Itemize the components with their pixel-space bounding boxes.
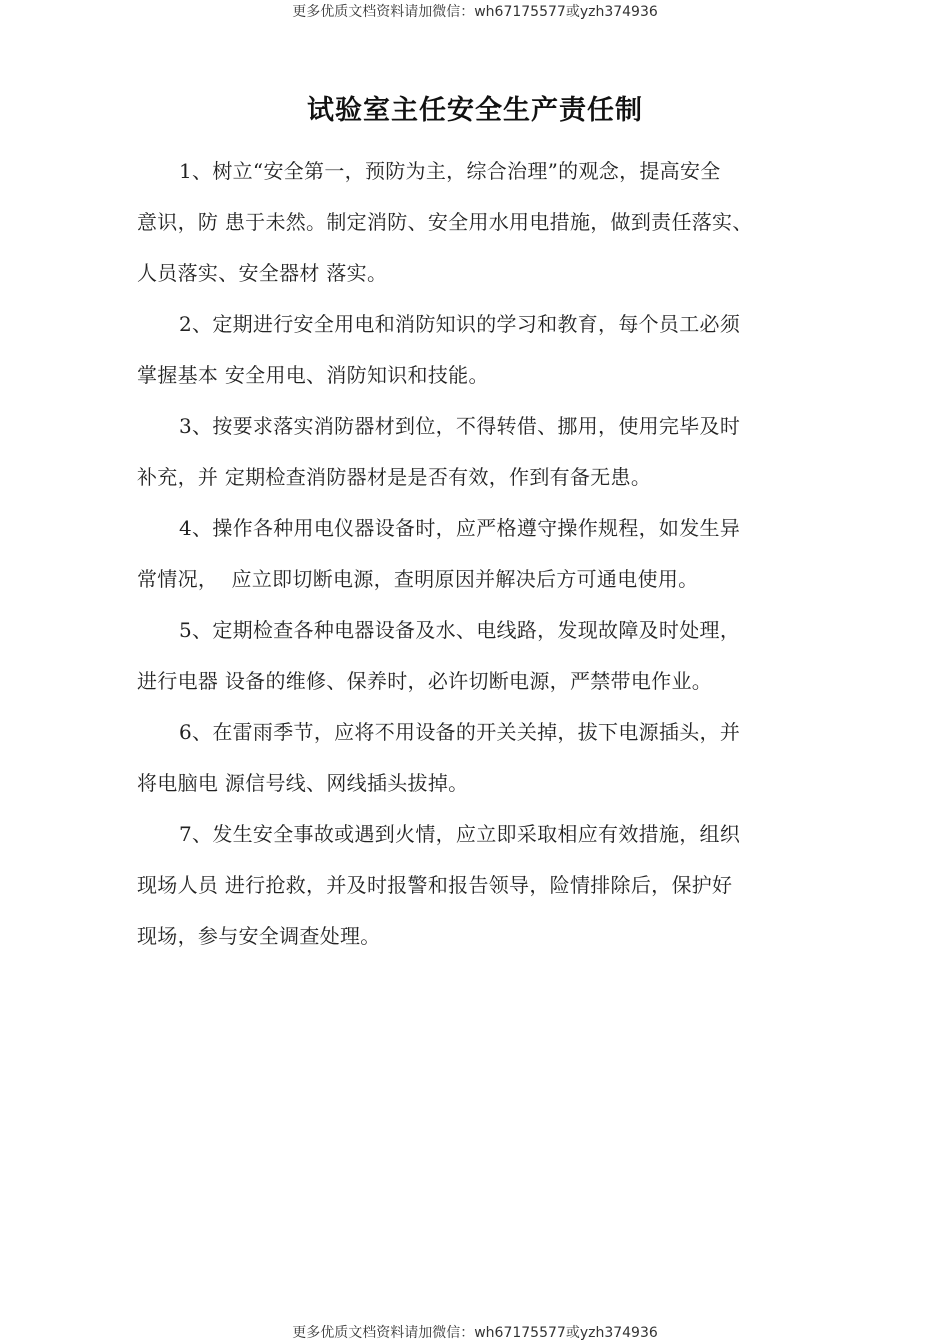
footer-watermark: 更多优质文档资料请加微信：wh67175577或yzh374936: [292, 1325, 658, 1341]
clause-3-line-2: 补充，并 定期检查消防器材是是否有效，作到有备无患。: [137, 465, 652, 489]
clause-6-line-2: 将电脑电 源信号线、网线插头拔掉。: [137, 771, 469, 795]
document-body: [137, 146, 837, 962]
header-watermark: 更多优质文档资料请加微信：wh67175577或yzh374936: [292, 4, 658, 20]
clause-6-line-1: 6、在雷雨季节，应将不用设备的开关关掉，拔下电源插头，并: [179, 720, 741, 744]
clause-7-line-2: 现场人员 进行抢救，并及时报警和报告领导，险情排除后，保护好: [137, 873, 733, 897]
clause-1-line-1: 1、树立“安全第一，预防为主，综合治理”的观念，提高安全: [179, 159, 721, 183]
clause-1-line-2: 意识，防 患于未然。制定消防、安全用水用电措施，做到责任落实、: [137, 210, 753, 234]
clause-5-line-2: 进行电器 设备的维修、保养时，必许切断电源，严禁带电作业。: [137, 669, 713, 693]
clause-1-line-3: 人员落实、安全器材 落实。: [137, 261, 388, 285]
clause-3-line-1: 3、按要求落实消防器材到位，不得转借、挪用，使用完毕及时: [179, 414, 741, 438]
clause-7-line-1: 7、发生安全事故或遇到火情，应立即采取相应有效措施，组织: [179, 822, 741, 846]
clause-2-line-2: 掌握基本 安全用电、消防知识和技能。: [137, 363, 489, 387]
clause-5-line-1: 5、定期检查各种电器设备及水、电线路，发现故障及时处理，: [179, 618, 741, 642]
clause-2-line-1: 2、定期进行安全用电和消防知识的学习和教育，每个员工必须: [179, 312, 741, 336]
clause-4-line-1: 4、操作各种用电仪器设备时，应严格遵守操作规程，如发生异: [179, 516, 741, 540]
clause-7-line-3: 现场，参与安全调查处理。: [137, 924, 381, 948]
document-title: 试验室主任安全生产责任制: [307, 95, 643, 126]
clause-4-line-2: 常情况， 应立即切断电源，查明原因并解决后方可通电使用。: [137, 567, 699, 591]
